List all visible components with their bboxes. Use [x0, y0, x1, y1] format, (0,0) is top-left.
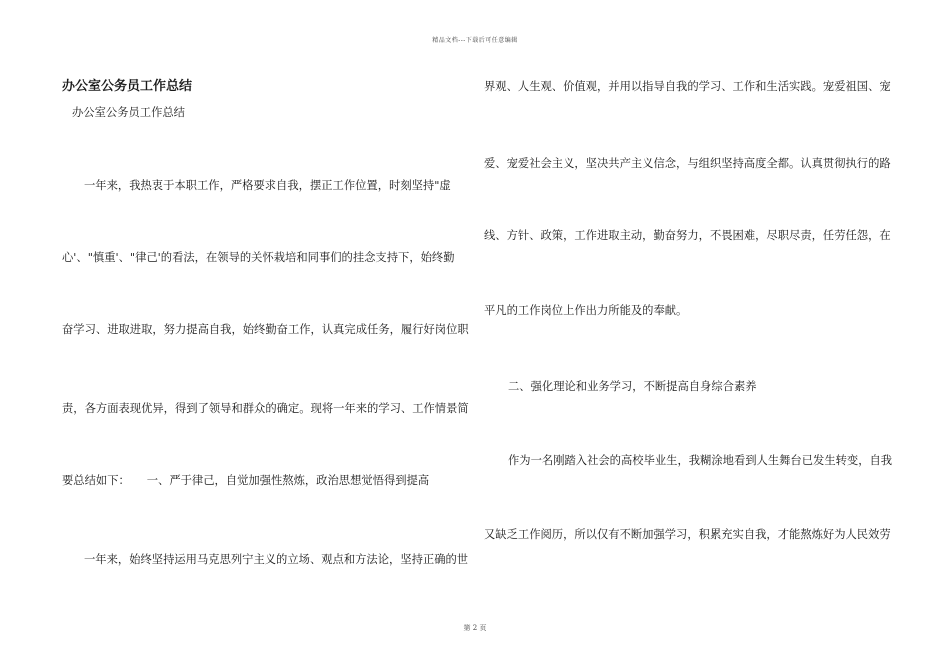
- paragraph-line: 心'、"慎重'、"律己'的看法，在领导的关怀栽培和同事们的挂念支持下，始终勤: [62, 251, 455, 264]
- page-number: 第 2 页: [463, 624, 487, 632]
- paragraph-line: 一年来，始终坚持运用马克思列宁主义的立场、观点和方法论，坚持正确的世: [84, 553, 469, 566]
- paragraph-line: 一年来，我热衷于本职工作，严格要求自我，摆正工作位置，时刻坚持"虚: [84, 179, 451, 192]
- paragraph-line: 又缺乏工作阅历，所以仅有不断加强学习，积累充实自我，才能熬炼好为人民效劳: [484, 528, 891, 541]
- paragraph-line: 平凡的工作岗位上作出力所能及的奉献。: [484, 304, 688, 317]
- paragraph-line: 要总结如下： 一、严于律己，自觉加强性熬炼，政治思想觉悟得到提高: [62, 474, 430, 487]
- paragraph-line: 爱、宠爱社会主义，坚决共产主义信念，与组织坚持高度全都。认真贯彻执行的路: [484, 157, 891, 170]
- paragraph-line: 作为一名刚踏入社会的高校毕业生，我糊涂地看到人生舞台已发生转变，自我: [508, 454, 893, 467]
- paragraph-line: 界观、人生观、价值观，并用以指导自我的学习、工作和生活实践。宠爱祖国、宠: [484, 80, 891, 93]
- paragraph-line: 责，各方面表现优异，得到了领导和群众的确定。现将一年来的学习、工作情景简: [62, 402, 469, 415]
- paragraph-line: 线、方针、政策，工作进取主动，勤奋努力，不畏困难，尽职尽责，任劳任怨，在: [484, 229, 891, 242]
- document-title: 办公室公务员工作总结: [62, 79, 193, 94]
- paragraph-line: 奋学习、进取进取，努力提高自我，始终勤奋工作，认真完成任务，履行好岗位职: [62, 323, 469, 336]
- document-subtitle: 办公室公务员工作总结: [72, 106, 185, 119]
- page-header-note: 精品文档---下载后可任意编辑: [432, 37, 518, 44]
- section-heading: 二、强化理论和业务学习，不断提高自身综合素养: [508, 380, 757, 393]
